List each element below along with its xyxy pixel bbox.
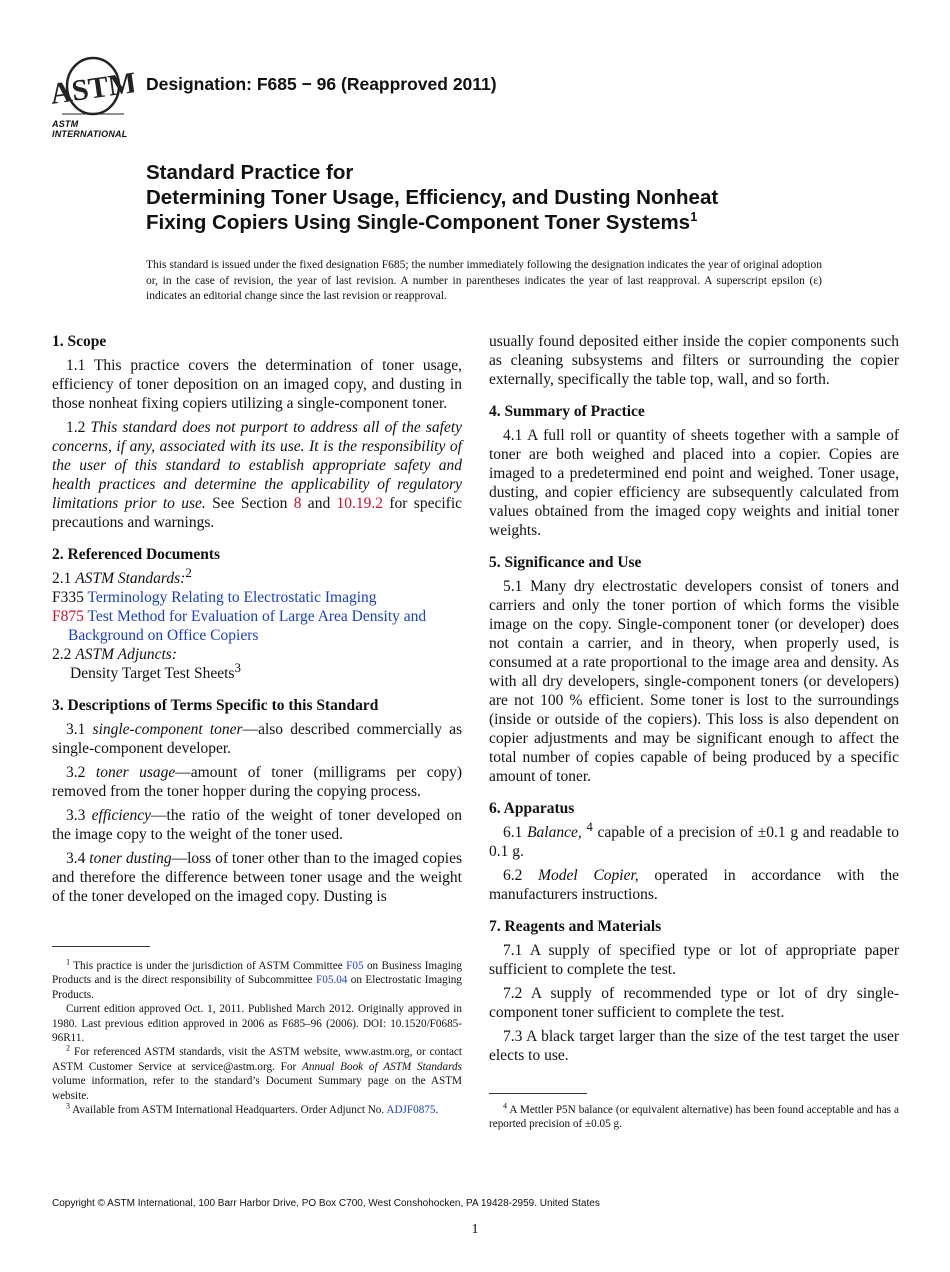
para-6-2 bbox=[489, 866, 899, 904]
section-2-heading: 2. Referenced Documents bbox=[52, 546, 221, 563]
section-6-heading: 6. Apparatus bbox=[489, 800, 575, 817]
footnote-1-mark: 1 bbox=[66, 957, 70, 967]
adjunct-text: Density Target Test Sheets bbox=[70, 665, 235, 682]
copyright-notice: Copyright © ASTM International, 100 Barr Harbor Drive, PO Box C700, West Conshohocken, PA 19428-2959. United States bbox=[52, 1198, 600, 1209]
page-number: 1 bbox=[471, 1222, 479, 1237]
para-3-2-def: —amount of toner (milligrams per copy) removed from the toner hopper during the copying process. bbox=[52, 764, 462, 800]
footnote-1-text-b: on Business Imaging Products and is the direct responsibility of Subcommittee bbox=[52, 960, 462, 987]
ref-f335-code: F335 bbox=[52, 589, 84, 606]
right-footnotes bbox=[489, 1093, 899, 1132]
para-1-2-italic: This standard does not purport to address all of the safety concerns, if any, associated with its use. It is the responsibility of the user of this standard to establish appropriate safety and health practices and determine the applicability of regulatory limitations prior to use. bbox=[52, 419, 463, 512]
footnote-2-italic: Annual Book of ASTM Standards bbox=[302, 1060, 462, 1073]
term-single-component-toner: single-component toner bbox=[92, 721, 243, 738]
section-5-heading: 5. Significance and Use bbox=[489, 554, 642, 571]
designation: Designation: F685 − 96 (Reapproved 2011) bbox=[146, 74, 497, 94]
para-1-2-text-a: See Section bbox=[205, 495, 294, 512]
logo-wordmark: ASTM INTERNATIONAL bbox=[52, 119, 128, 139]
para-4-1: 4.1 A full roll or quantity of sheets together with a sample of toner are both weighed and placed into a copier. Copies are imaged to a predetermined end point and weighed. Toner usage, dusting, and copier efficiency are subsequently calculated from values obtained from the imaged copy weights and initial toner weights. bbox=[489, 427, 899, 539]
para-3-2 bbox=[52, 763, 462, 801]
para-3-3 bbox=[52, 806, 462, 844]
standard-intro-note: This standard is issued under the fixed designation F685; the number immediately following the designation indicates the year of original adoption or, in the case of revision, the year of last revision. A number in parentheses indicates the year of last reapproval. A superscript epsilon (ε) indicates an editorial change since the last revision or reapproval. bbox=[146, 259, 822, 303]
para-7-1: 7.1 A supply of specified type or lot of appropriate paper sufficient to complete the test. bbox=[489, 942, 899, 978]
para-7-2: 7.2 A supply of recommended type or lot of dry single-component toner sufficient to complete the test. bbox=[489, 985, 899, 1021]
ref-f335-link[interactable]: Terminology Relating to Electrostatic Imaging bbox=[87, 589, 377, 606]
ref-f335 bbox=[52, 588, 462, 607]
footnote-2-mark: 2 bbox=[185, 564, 192, 580]
adjunct-adjf0875-link[interactable]: ADJF0875 bbox=[386, 1104, 436, 1117]
title-line-1: Standard Practice for bbox=[146, 161, 354, 184]
para-6-2-num: 6.2 bbox=[503, 867, 539, 884]
footnote-3-text-b: . bbox=[435, 1104, 439, 1117]
section-4-heading: 4. Summary of Practice bbox=[489, 403, 645, 420]
footnote-2 bbox=[52, 1045, 462, 1103]
title-line-3-text: Fixing Copiers Using Single-Component Toner Systems bbox=[146, 211, 691, 234]
term-toner-usage: toner usage bbox=[95, 764, 176, 781]
para-3-4 bbox=[52, 849, 462, 906]
para-6-2-text: operated in accordance with the manufacturers instructions. bbox=[489, 867, 899, 903]
para-2-2 bbox=[52, 645, 462, 664]
term-efficiency: efficiency bbox=[91, 807, 152, 824]
committee-f05-link[interactable]: F05 bbox=[346, 960, 364, 972]
footnote-1-text-a: This practice is under the jurisdiction of ASTM Committee bbox=[70, 960, 347, 972]
para-1-2-text-b: and bbox=[301, 495, 337, 512]
para-6-1-text: capable of a precision of ±0.1 g and readable to 0.1 g. bbox=[489, 824, 900, 860]
footnote-3-mark: 3 bbox=[234, 659, 241, 675]
para-7-3: 7.3 A black target larger than the size of the test target the user elects to use. bbox=[489, 1028, 899, 1064]
para-1-2-text-c: for specific precautions and warnings. bbox=[52, 495, 462, 531]
footnote-2-text-a: For referenced ASTM standards, visit the ASTM website, www.astm.org, or contact ASTM Customer Service at service@astm.org. For bbox=[52, 1046, 462, 1073]
ref-f875-code-link[interactable]: F875 bbox=[52, 608, 84, 625]
para-2-2-label: ASTM Adjuncts: bbox=[75, 646, 177, 663]
para-3-3-def: —the ratio of the weight of toner developed on the image copy to the weight of the toner used. bbox=[52, 807, 462, 843]
para-6-1-num: 6.1 bbox=[503, 824, 528, 841]
title-footnote-mark: 1 bbox=[690, 209, 698, 224]
section-10-19-2-link[interactable]: 10.19.2 bbox=[336, 495, 384, 512]
para-6-1 bbox=[489, 818, 900, 861]
left-column bbox=[52, 332, 462, 906]
para-3-4-continued: usually found deposited either inside the copier components such as cleaning subsystems and filters or surrounding the copier externally, specifically the table top, wall, and so forth. bbox=[489, 333, 899, 388]
para-1-1: 1.1 This practice covers the determination of toner usage, efficiency of toner deposition on an imaged copy, and dusting in those nonheat fixing copiers utilizing a single-component toner. bbox=[52, 357, 462, 412]
section-1-heading: 1. Scope bbox=[52, 333, 107, 350]
para-3-1 bbox=[52, 720, 462, 758]
right-column bbox=[489, 332, 899, 1065]
para-3-4-num: 3.4 bbox=[66, 850, 90, 867]
para-2-2-num: 2.2 bbox=[52, 646, 76, 663]
footnote-3-text-a: Available from ASTM International Headquarters. Order Adjunct No. bbox=[70, 1104, 387, 1117]
section-3-heading: 3. Descriptions of Terms Specific to this Standard bbox=[52, 697, 379, 714]
section-7-heading: 7. Reagents and Materials bbox=[489, 918, 662, 935]
term-balance: Balance, bbox=[527, 824, 582, 841]
para-2-1-num: 2.1 bbox=[52, 570, 76, 587]
para-3-1-def: —also described commercially as single-component developer. bbox=[52, 721, 463, 757]
footnote-4-text: A Mettler P5N balance (or equivalent alternative) has been found acceptable and has a reported precision of ±0.05 g. bbox=[489, 1104, 899, 1131]
left-footnotes bbox=[52, 946, 462, 1117]
footnote-1 bbox=[52, 959, 462, 1002]
title-line-2: Determining Toner Usage, Efficiency, and Dusting Nonheat bbox=[146, 186, 719, 209]
subcommittee-f05-04-link[interactable]: F05.04 bbox=[316, 974, 348, 987]
footnote-4 bbox=[489, 1103, 899, 1132]
para-3-3-num: 3.3 bbox=[66, 807, 92, 824]
svg-text:ASTM: ASTM bbox=[52, 66, 134, 111]
astm-logo bbox=[52, 56, 134, 139]
ref-f875-link[interactable]: Test Method for Evaluation of Large Area Density and Background on Office Copiers bbox=[68, 608, 427, 644]
footnote-1-text-c: on Electrostatic Imaging Products. bbox=[52, 974, 462, 1001]
footnote-2-text-b: volume information, refer to the standard’s Document Summary page on the ASTM website. bbox=[52, 1075, 462, 1102]
section-8-link[interactable]: 8 bbox=[293, 495, 302, 512]
title-line-3 bbox=[146, 210, 886, 235]
footnote-4-num: 4 bbox=[503, 1101, 507, 1111]
para-1-2 bbox=[52, 418, 462, 532]
para-2-1-label: ASTM Standards: bbox=[75, 570, 186, 587]
footnote-3-num: 3 bbox=[66, 1101, 70, 1111]
adjunct-item bbox=[70, 659, 462, 683]
para-3-1-num: 3.1 bbox=[66, 721, 93, 738]
footnote-4-mark: 4 bbox=[586, 818, 593, 834]
term-model-copier: Model Copier, bbox=[538, 867, 639, 884]
para-5-1: 5.1 Many dry electrostatic developers consist of toners and carriers and only the toner portion of which forms the visible image on the copy. Single-component toner (or developer) does not contain a carrier, and in theory, when properly used, is consumed at a rate proportional to the image area and density. As with all dry developers, single-component toners (or developers) are not 100 % efficient. Some toner is lost to the surroundings (inside or outside of the copiers). This loss is also dependent on copier adjustments and may be significant enough to affect the total number of copies capable of being produced by a specific amount of toner. bbox=[489, 578, 899, 785]
para-2-1 bbox=[52, 564, 462, 588]
footnote-2-num: 2 bbox=[66, 1043, 70, 1053]
term-toner-dusting: toner dusting bbox=[89, 850, 172, 867]
footnote-3 bbox=[52, 1103, 462, 1117]
para-3-4-def: —loss of toner other than to the imaged copies and therefore the difference between toner usage and the weight of the toner developed on the imaged copy. Dusting is bbox=[52, 850, 462, 905]
ref-f875 bbox=[52, 607, 462, 645]
para-1-2-num: 1.2 bbox=[66, 419, 91, 436]
para-3-2-num: 3.2 bbox=[66, 764, 96, 781]
document-title bbox=[146, 160, 886, 235]
footnote-1-edition: Current edition approved Oct. 1, 2011. Published March 2012. Originally approved in 1980. Last previous edition approved in 2006 as F685–96 (2006). DOI: 10.1520/F0685-96R11. bbox=[52, 1003, 462, 1045]
